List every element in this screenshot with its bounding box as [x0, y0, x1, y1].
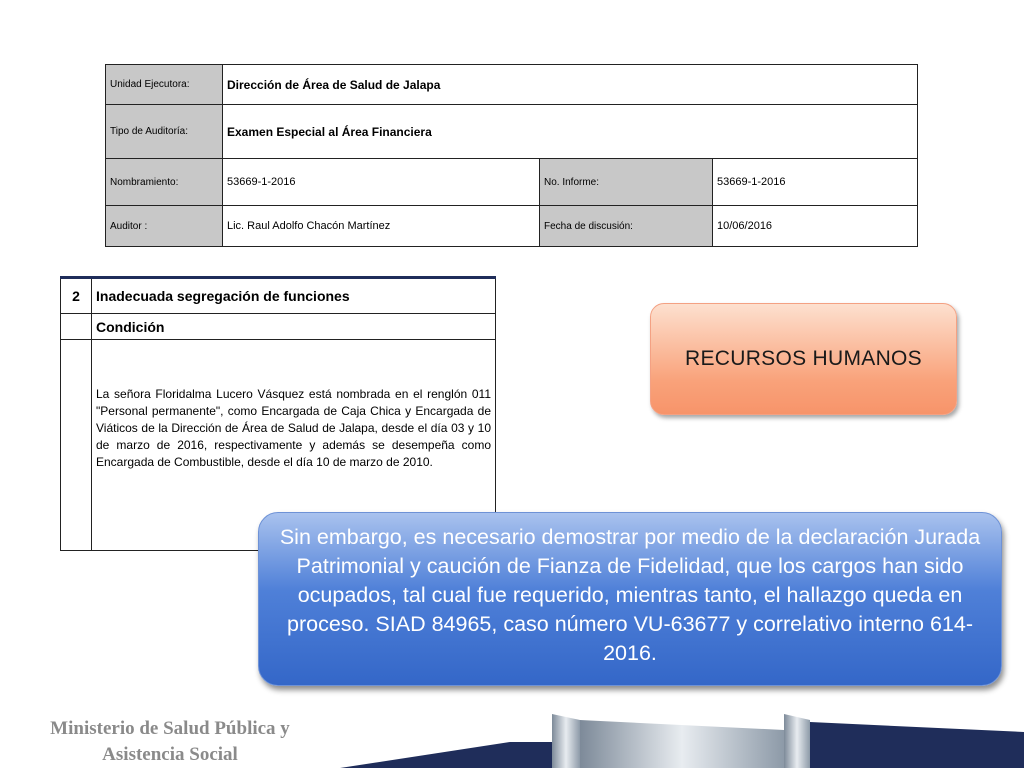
- unidad-label: Unidad Ejecutora:: [106, 65, 223, 105]
- footer-silver-panel: [580, 720, 784, 768]
- tipo-value: Examen Especial al Área Financiera: [223, 105, 918, 159]
- condition-text: La señora Floridalma Lucero Vásquez está nombrada en el renglón 011 "Personal permanente", como Encargada de Caja Chica y Encargada de Viáticos de la Dirección de Área de Salud de Jalapa, desde el día 03 y 10 de marzo de 2016, respectivamente y además se desempeña como Encargada de Combustible, desde el día 10 de marzo de 2010.: [92, 340, 496, 551]
- fecha-value: 10/06/2016: [713, 206, 918, 247]
- ministry-line-2: Asistencia Social: [102, 744, 238, 765]
- footer-decoration: [340, 712, 1024, 768]
- empty-cell: [61, 340, 92, 551]
- condition-label: Condición: [92, 314, 496, 340]
- nombramiento-label: Nombramiento:: [106, 159, 223, 206]
- tipo-label: Tipo de Auditoría:: [106, 105, 223, 159]
- footer-navy-right: [810, 722, 1024, 768]
- informe-value: 53669-1-2016: [713, 159, 918, 206]
- note-callout: [258, 512, 1002, 686]
- auditor-label: Auditor :: [106, 206, 223, 247]
- unidad-value: Dirección de Área de Salud de Jalapa: [223, 65, 918, 105]
- auditor-value: Lic. Raul Adolfo Chacón Martínez: [223, 206, 540, 247]
- audit-info-table: [105, 64, 918, 247]
- footer-silver-tab-left: [552, 714, 580, 768]
- ministry-footer: [20, 716, 320, 768]
- nombramiento-value: 53669-1-2016: [223, 159, 540, 206]
- recursos-humanos-label: RECURSOS HUMANOS: [685, 347, 922, 370]
- informe-label: No. Informe:: [540, 159, 713, 206]
- fecha-label: Fecha de discusión:: [540, 206, 713, 247]
- recursos-humanos-callout: [650, 303, 957, 415]
- note-text: Sin embargo, es necesario demostrar por medio de la declaración Jurada Patrimonial y caución de Fianza de Fidelidad, que los cargos han sido ocupados, tal cual fue requerido, mientras tanto, el hallazgo queda en proceso. SIAD 84965, caso número VU-63677 y correlativo interno 614-2016.: [279, 525, 981, 665]
- finding-title: Inadecuada segregación de funciones: [92, 278, 496, 314]
- finding-table: [60, 276, 496, 551]
- ministry-line-1: Ministerio de Salud Pública y: [50, 718, 290, 739]
- footer-silver-tab-right: [784, 714, 810, 768]
- empty-cell: [61, 314, 92, 340]
- finding-number: 2: [61, 278, 92, 314]
